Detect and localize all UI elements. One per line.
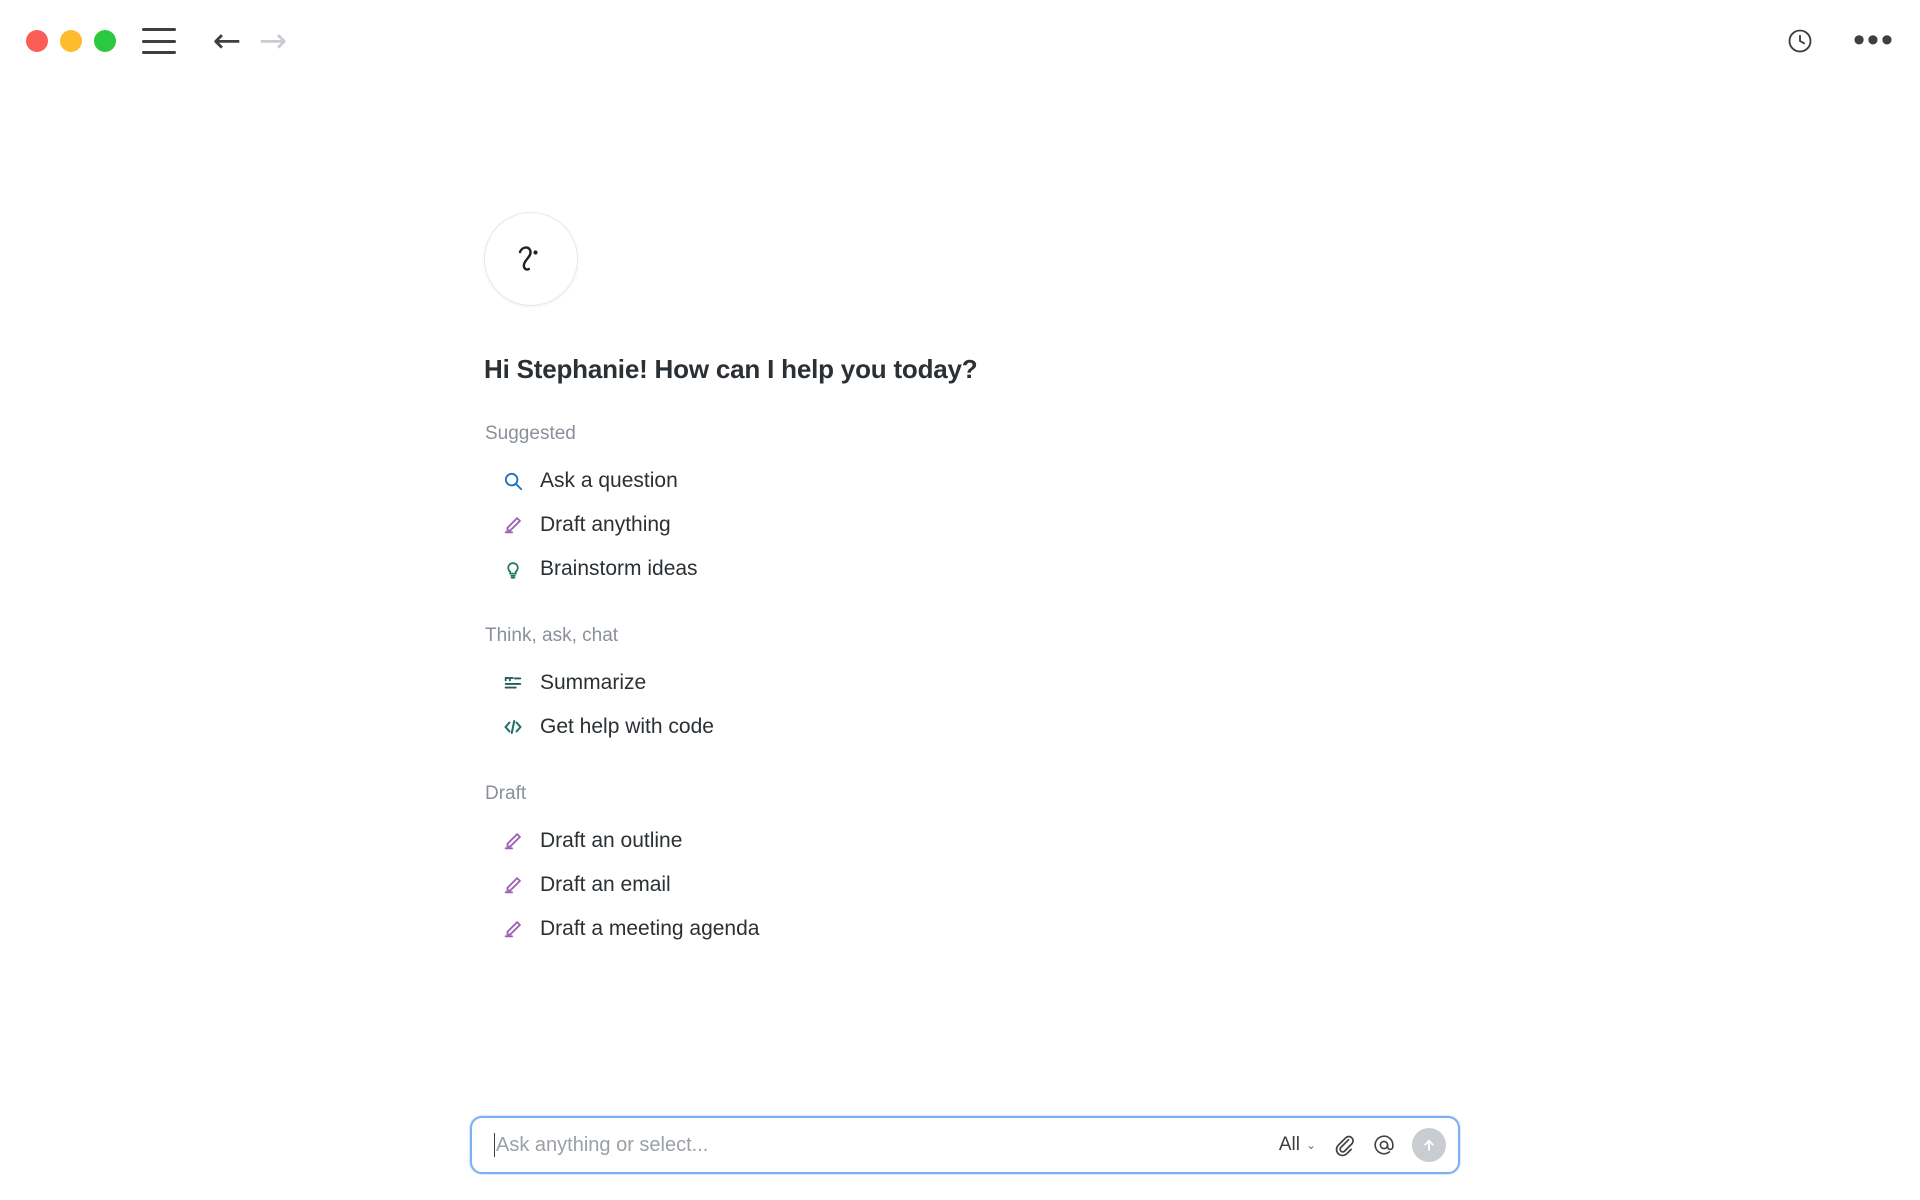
quote-summarize-icon	[500, 670, 526, 696]
list-item-label: Summarize	[540, 671, 647, 694]
title-bar	[0, 0, 1920, 82]
pencil-icon	[500, 872, 526, 898]
text-caret	[494, 1133, 495, 1157]
back-button[interactable]: ←	[212, 21, 242, 61]
more-options-icon[interactable]: •••	[1853, 21, 1895, 60]
list-item[interactable]	[484, 863, 1484, 907]
list-item[interactable]	[484, 547, 1484, 591]
send-button[interactable]	[1412, 1128, 1446, 1162]
minimize-window-button[interactable]	[60, 30, 82, 52]
window-controls	[26, 30, 116, 52]
pencil-icon	[500, 512, 526, 538]
list-item-label: Draft an email	[540, 873, 671, 896]
list-item-label: Brainstorm ideas	[540, 557, 698, 580]
suggestion-group-draft	[484, 783, 1484, 951]
pencil-icon	[500, 916, 526, 942]
page-title: Hi Stephanie! How can I help you today?	[484, 354, 978, 384]
group-label: Think, ask, chat	[485, 625, 619, 646]
title-bar-right	[1780, 21, 1894, 61]
group-label: Suggested	[485, 423, 576, 444]
list-item-label: Ask a question	[540, 469, 678, 492]
title-bar-left	[26, 18, 296, 64]
list-item[interactable]	[484, 459, 1484, 503]
list-item-label: Get help with code	[540, 715, 714, 738]
search-icon	[500, 468, 526, 494]
prompt-input[interactable]	[496, 1134, 1279, 1157]
close-window-button[interactable]	[26, 30, 48, 52]
list-item-label: Draft anything	[540, 513, 671, 536]
scope-selector[interactable]	[1279, 1134, 1316, 1156]
group-label: Draft	[485, 783, 527, 804]
assistant-logo-icon	[484, 212, 578, 306]
paperclip-icon[interactable]	[1332, 1133, 1356, 1157]
pencil-icon	[500, 828, 526, 854]
list-item[interactable]	[484, 907, 1484, 951]
scope-label: All	[1278, 1134, 1300, 1155]
list-item[interactable]	[484, 503, 1484, 547]
composer-actions	[1279, 1128, 1446, 1162]
list-item-label: Draft an outline	[540, 829, 683, 852]
maximize-window-button[interactable]	[94, 30, 116, 52]
code-icon	[500, 714, 526, 740]
lightbulb-icon	[500, 556, 526, 582]
list-item[interactable]	[484, 705, 1484, 749]
assistant-panel	[484, 212, 1484, 951]
suggestion-group-think-ask-chat	[484, 625, 1484, 749]
list-item[interactable]	[484, 661, 1484, 705]
list-item-label: Draft a meeting agenda	[540, 917, 760, 940]
hamburger-menu-icon[interactable]	[142, 28, 176, 54]
clock-icon[interactable]	[1780, 21, 1820, 61]
forward-button[interactable]: →	[258, 21, 288, 61]
at-mention-icon[interactable]	[1372, 1133, 1396, 1157]
list-item[interactable]	[484, 819, 1484, 863]
chevron-down-icon: ⌄	[1305, 1138, 1316, 1152]
suggestion-group-suggested	[484, 423, 1484, 591]
composer-bar	[470, 1116, 1460, 1174]
